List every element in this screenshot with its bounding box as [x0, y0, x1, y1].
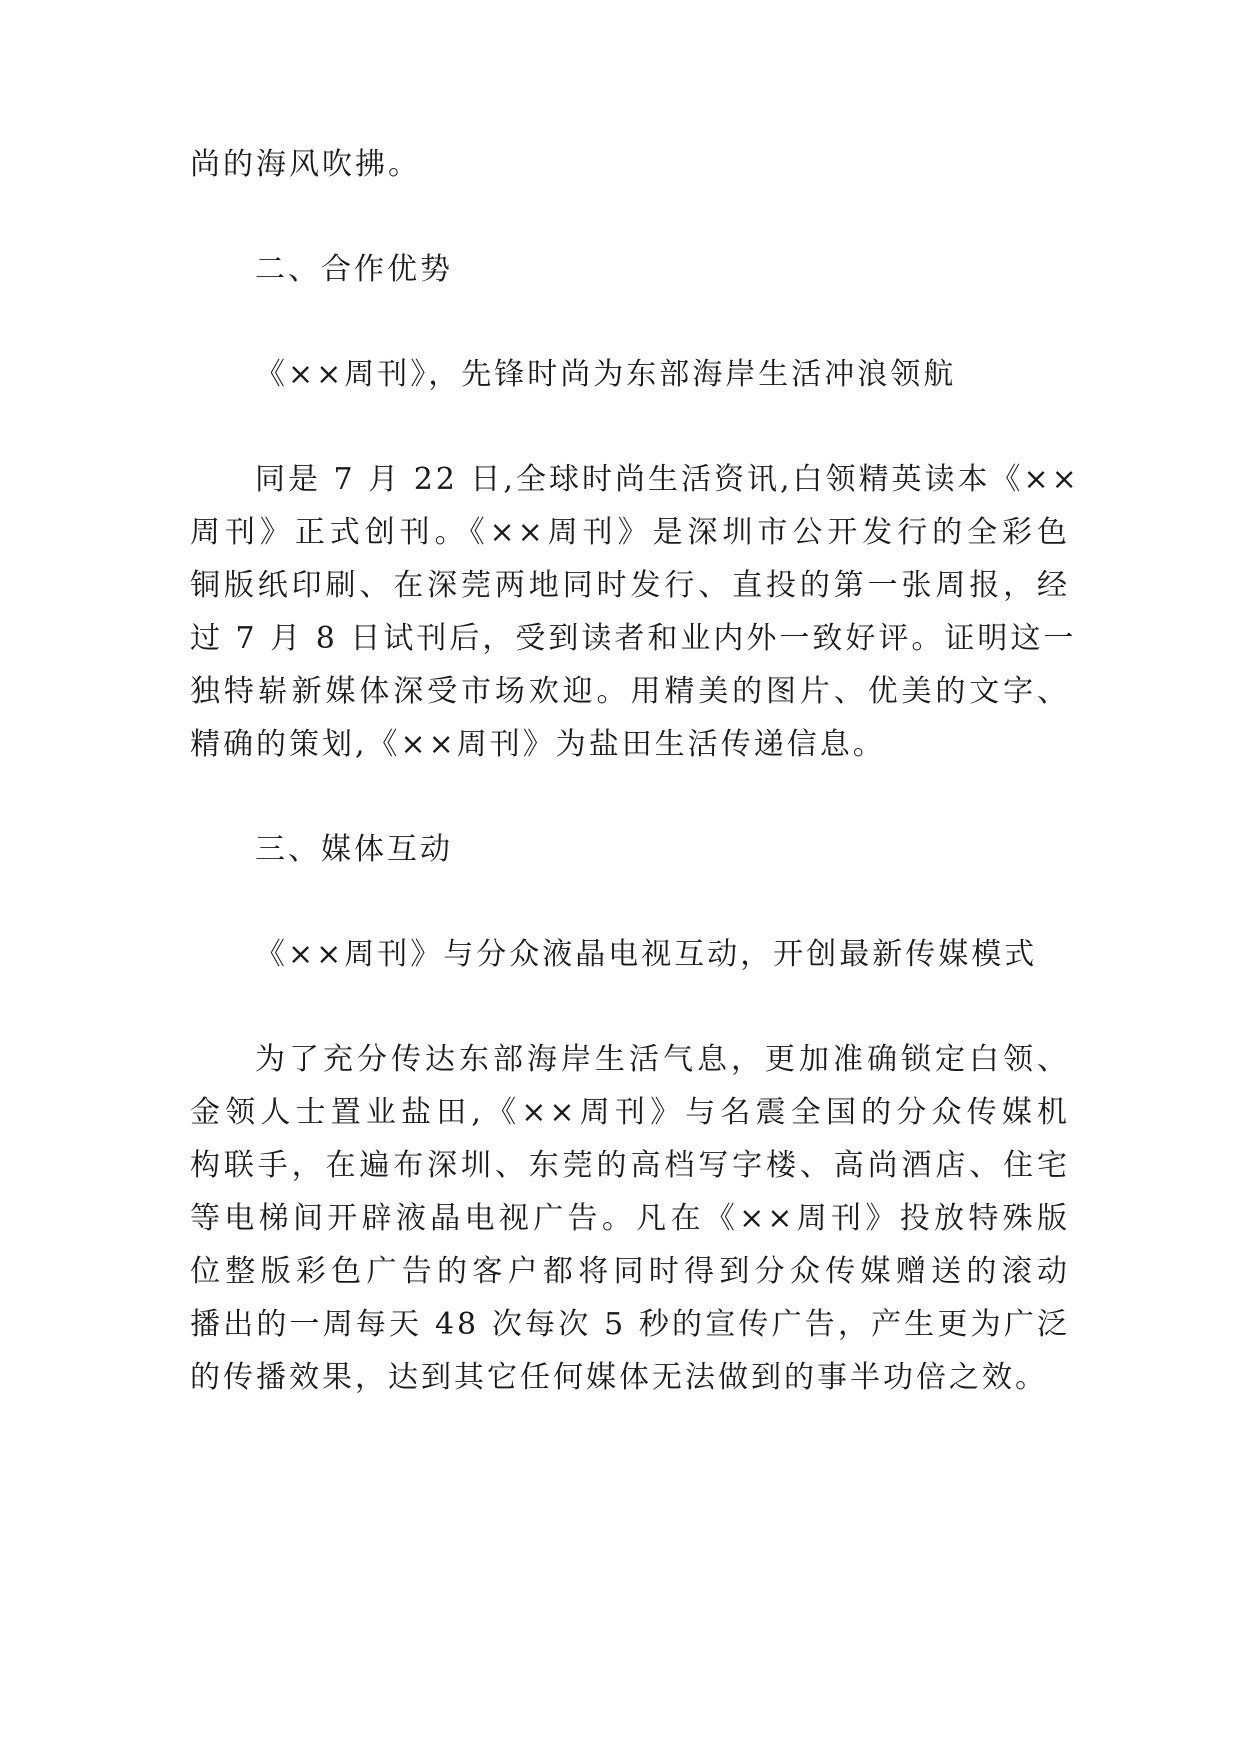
body-line: 铜版纸印刷、在深莞两地同时发行、直投的第一张周报，经 [190, 568, 1070, 603]
section-subheading-weekly-pioneer: 《××周刊》，先锋时尚为东部海岸生活冲浪领航 [255, 357, 957, 392]
body-line: 独特崭新媒体深受市场欢迎。用精美的图片、优美的文字、 [190, 674, 1070, 709]
section-heading-cooperation-advantages: 二、合作优势 [255, 252, 453, 287]
body-line: 周刊》正式创刊。《××周刊》是深圳市公开发行的全彩色 [190, 515, 1070, 550]
section-heading-media-interaction: 三、媒体互动 [255, 832, 453, 867]
paragraph-continuation-line: 尚的海风吹拂。 [190, 147, 421, 182]
body-line: 为了充分传达东部海岸生活气息，更加准确锁定白领、 [255, 1042, 1070, 1077]
body-line: 精确的策划,《××周刊》为盐田生活传递信息。 [190, 727, 886, 762]
body-line: 金领人士置业盐田,《××周刊》与名震全国的分众传媒机 [190, 1095, 1070, 1130]
section-subheading-lcd-tv-interaction: 《××周刊》与分众液晶电视互动，开创最新传媒模式 [255, 937, 1038, 972]
body-line: 过 7 月 8 日试刊后，受到读者和业内外一致好评。证明这一 [190, 621, 1077, 656]
body-line: 播出的一周每天 48 次每次 5 秒的宣传广告，产生更为广泛 [190, 1307, 1070, 1342]
body-line: 位整版彩色广告的客户都将同时得到分众传媒赠送的滚动 [190, 1254, 1070, 1289]
body-line: 等电梯间开辟液晶电视广告。凡在《××周刊》投放特殊版 [190, 1201, 1070, 1236]
body-line: 的传播效果，达到其它任何媒体无法做到的事半功倍之效。 [190, 1360, 1048, 1395]
body-line: 构联手，在遍布深圳、东莞的高档写字楼、高尚酒店、住宅 [190, 1148, 1070, 1183]
body-line: 同是 7 月 22 日,全球时尚生活资讯,白领精英读本《×× [255, 462, 1080, 497]
